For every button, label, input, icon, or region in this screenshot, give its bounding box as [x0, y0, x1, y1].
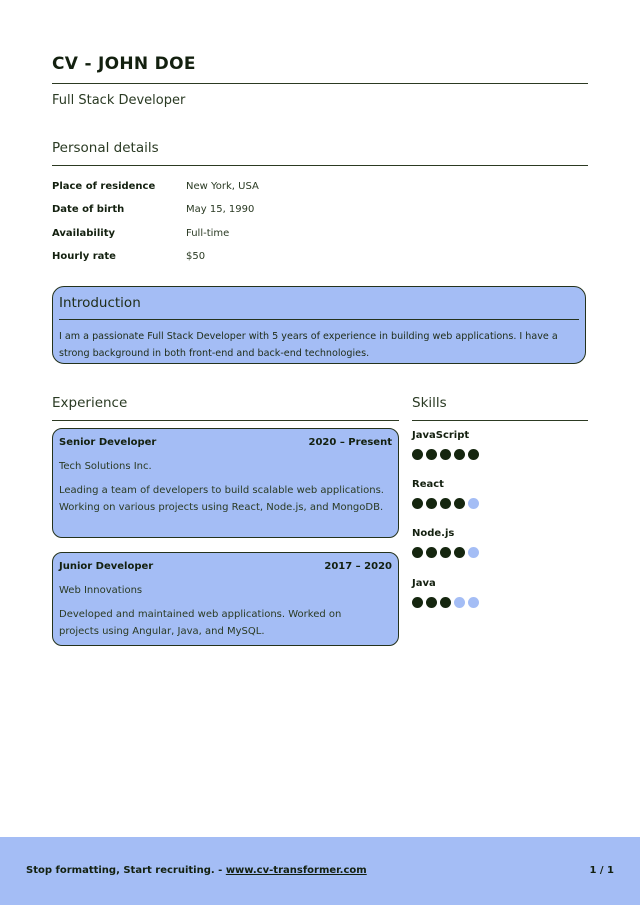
rating-dot-empty: [468, 547, 479, 558]
detail-value: $50: [186, 251, 206, 263]
rating-dot-filled: [412, 449, 423, 460]
experience-card-junior: [52, 552, 399, 646]
job-title: Full Stack Developer: [52, 93, 186, 108]
rating-dot-empty: [468, 597, 479, 608]
rating-dot-filled: [440, 547, 451, 558]
skill-rating: [412, 547, 588, 558]
job-header: [59, 561, 392, 572]
skills-heading: Skills: [412, 395, 447, 411]
rating-dot-filled: [440, 498, 451, 509]
job-header: [59, 437, 392, 448]
experience-divider: [52, 420, 399, 421]
rating-dot-filled: [454, 498, 465, 509]
skill-rating: [412, 498, 588, 509]
detail-label: Hourly rate: [52, 251, 116, 263]
page-number: 1 / 1: [589, 865, 614, 876]
rating-dot-filled: [426, 547, 437, 558]
skill-item: [412, 479, 588, 528]
skills-divider: [412, 420, 588, 421]
detail-row-birth: [52, 198, 452, 221]
introduction-divider: [59, 319, 579, 320]
skill-name: Node.js: [412, 528, 455, 540]
introduction-card: [52, 286, 586, 364]
detail-label: Place of residence: [52, 181, 156, 193]
personal-details-list: [52, 175, 452, 268]
detail-value: May 15, 1990: [186, 204, 255, 216]
job-period: 2020 – Present: [308, 437, 392, 448]
rating-dot-filled: [412, 597, 423, 608]
personal-details-heading: Personal details: [52, 140, 159, 156]
job-company: Web Innovations: [59, 585, 143, 596]
detail-label: Date of birth: [52, 204, 125, 216]
rating-dot-filled: [426, 449, 437, 460]
introduction-heading: Introduction: [59, 295, 141, 311]
footer: [0, 837, 640, 905]
rating-dot-filled: [412, 547, 423, 558]
skill-name: React: [412, 479, 444, 491]
rating-dot-filled: [468, 449, 479, 460]
skill-name: JavaScript: [412, 430, 470, 441]
job-description: Developed and maintained web applications. Worked on projects using Angular, Java, and MySQL.: [59, 609, 342, 637]
job-role: Junior Developer: [59, 561, 154, 572]
footer-tagline-wrap: [26, 865, 367, 876]
title-divider: [52, 83, 588, 84]
skill-item: [412, 528, 588, 577]
skills-list: [412, 430, 588, 627]
job-description: Leading a team of developers to build scalable web applications. Working on various projects using React, Node.js, and MongoDB.: [59, 485, 384, 513]
job-period: 2017 – 2020: [324, 561, 392, 572]
detail-row-residence: [52, 175, 452, 198]
introduction-text: I am a passionate Full Stack Developer with 5 years of experience in building web applications. I have a strong background in both front-end and back-end technologies.: [59, 331, 558, 359]
personal-details-divider: [52, 165, 588, 166]
rating-dot-empty: [454, 597, 465, 608]
skill-item: [412, 578, 588, 627]
skill-item: [412, 430, 588, 479]
skill-name: Java: [412, 577, 436, 589]
cv-title: CV - JOHN DOE: [52, 54, 196, 74]
rating-dot-filled: [440, 597, 451, 608]
detail-row-availability: [52, 222, 452, 245]
rating-dot-filled: [454, 547, 465, 558]
experience-card-senior: [52, 428, 399, 538]
detail-label: Availability: [52, 227, 115, 239]
rating-dot-filled: [440, 449, 451, 460]
skill-rating: [412, 597, 588, 608]
rating-dot-filled: [426, 498, 437, 509]
job-company: Tech Solutions Inc.: [59, 461, 152, 472]
job-role: Senior Developer: [59, 437, 157, 448]
rating-dot-filled: [412, 498, 423, 509]
detail-row-rate: [52, 245, 452, 268]
rating-dot-empty: [468, 498, 479, 509]
experience-heading: Experience: [52, 395, 128, 411]
detail-value: New York, USA: [186, 181, 259, 193]
rating-dot-filled: [454, 449, 465, 460]
footer-website-link[interactable]: www.cv-transformer.com: [225, 865, 367, 876]
footer-tagline: Stop formatting, Start recruiting. -: [26, 865, 226, 876]
detail-value: Full-time: [186, 227, 230, 239]
rating-dot-filled: [426, 597, 437, 608]
skill-rating: [412, 449, 588, 460]
